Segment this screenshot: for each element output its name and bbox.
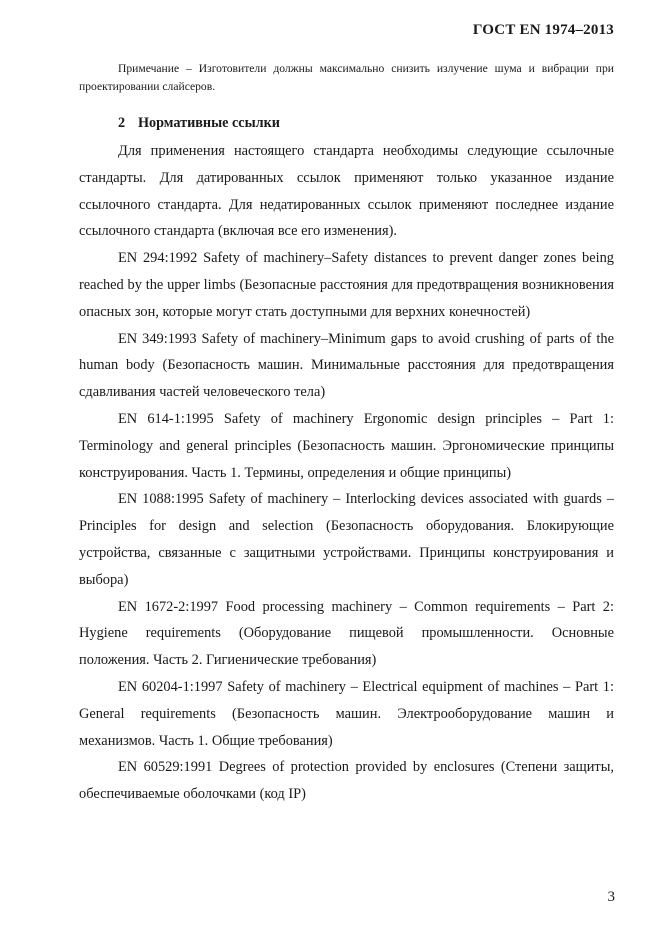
reference-item: EN 1672-2:1997 Food processing machinery – Common requirements – Part 2: Hygiene requirements (Оборудование пищевой промышленности. Основные положения. Часть 2. Гигиенические требования)	[79, 598, 614, 669]
reference-item: EN 60529:1991 Degrees of protection provided by enclosures (Степени защиты, обеспечиваемые оболочками (код IP)	[79, 759, 614, 803]
note-paragraph: Примечание – Изготовители должны максимально снизить излучение шума и вибрации при проектировании слайсеров.	[79, 62, 614, 93]
reference-item: EN 614-1:1995 Safety of machinery Ergonomic design principles – Part 1: Terminology and general principles (Безопасность машин. Эргономические принципы конструирования. Часть 1. Термины, определения и общие принципы)	[79, 410, 614, 481]
section-title: Нормативные ссылки	[138, 115, 280, 131]
reference-item: EN 1088:1995 Safety of machinery – Interlocking devices associated with guards – Principles for design and selection (Безопасность оборудования. Блокирующие устройства, связанные с защитными устройствами. Принципы конструирования и выбора)	[79, 491, 614, 588]
section-heading	[118, 113, 614, 133]
section-number: 2	[118, 115, 126, 131]
page-number: 3	[607, 889, 615, 905]
reference-item: EN 349:1993 Safety of machinery–Minimum gaps to avoid crushing of parts of the human body (Безопасность машин. Минимальные расстояния для предотвращения сдавливания частей человеческого тела)	[79, 330, 614, 401]
reference-item: EN 294:1992 Safety of machinery–Safety distances to prevent danger zones being reached by the upper limbs (Безопасные расстояния для предотвращения возникновения опасных зон, которые могут стать доступными для верхних конечностей)	[79, 250, 614, 320]
reference-item: EN 60204-1:1997 Safety of machinery – Electrical equipment of machines – Part 1: General requirements (Безопасность машин. Электрооборудование машин и механизмов. Часть 1. Общие требования)	[79, 678, 614, 749]
intro-paragraph: Для применения настоящего стандарта необходимы следующие ссылочные стандарты. Для датированных ссылок применяют только указанное издание ссылочного стандарта. Для недатированных ссылок применяют последнее издание ссылочного стандарта (включая все его изменения).	[79, 143, 614, 240]
page-content	[79, 60, 614, 808]
document-header: ГОСТ EN 1974–2013	[472, 22, 614, 38]
